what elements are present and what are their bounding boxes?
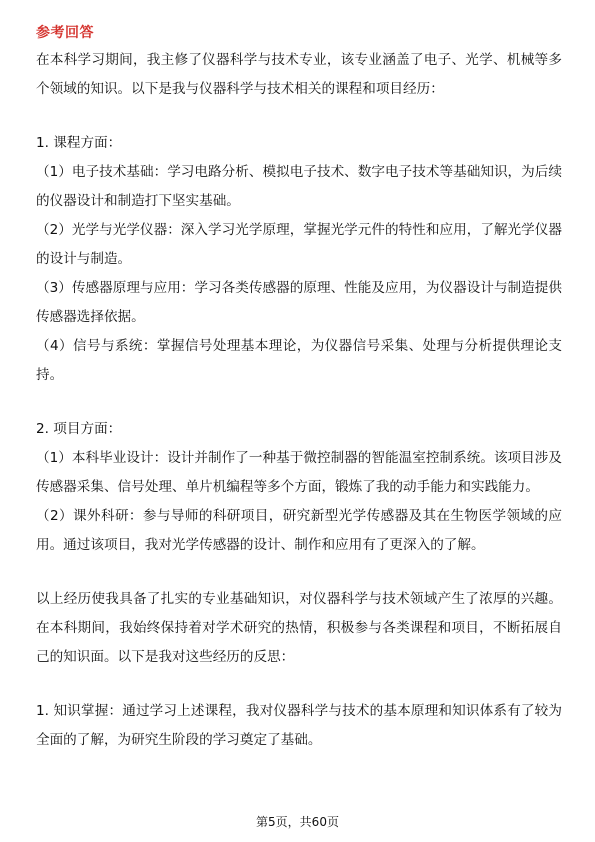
spacer	[36, 390, 562, 415]
answer-heading: 参考回答	[36, 25, 94, 41]
spacer	[36, 560, 562, 585]
courses-title: 1. 课程方面：	[36, 135, 122, 151]
projects-title: 2. 项目方面：	[36, 421, 122, 437]
intro-paragraph: 在本科学习期间，我主修了仪器科学与技术专业，该专业涵盖了电子、光学、机械等多个领域的知识。以下是我与仪器科学与技术相关的课程和项目经历：	[36, 52, 562, 97]
spacer	[36, 672, 562, 697]
summary-paragraph: 以上经历使我具备了扎实的专业基础知识，对仪器科学与技术领域产生了浓厚的兴趣。在本科期间，我始终保持着对学术研究的热情，积极参与各类课程和项目，不断拓展自己的知识面。以下是我对这些经历的反思：	[36, 591, 562, 665]
course-item: （1）电子技术基础：学习电路分析、模拟电子技术、数字电子技术等基础知识，为后续的仪器设计和制造打下坚实基础。	[36, 164, 562, 209]
reflection-item: 1. 知识掌握：通过学习上述课程，我对仪器科学与技术的基本原理和知识体系有了较为全面的了解，为研究生阶段的学习奠定了基础。	[36, 703, 562, 748]
course-item: （3）传感器原理与应用：学习各类传感器的原理、性能及应用，为仪器设计与制造提供传感器选择依据。	[36, 280, 562, 325]
spacer	[36, 104, 562, 129]
course-item: （2）光学与光学仪器：深入学习光学原理，掌握光学元件的特性和应用，了解光学仪器的设计与制造。	[36, 222, 562, 267]
answer-body	[36, 46, 562, 755]
project-item: （2）课外科研：参与导师的科研项目，研究新型光学传感器及其在生物医学领域的应用。通过该项目，我对光学传感器的设计、制作和应用有了更深入的了解。	[36, 508, 562, 553]
project-item: （1）本科毕业设计：设计并制作了一种基于微控制器的智能温室控制系统。该项目涉及传感器采集、信号处理、单片机编程等多个方面，锻炼了我的动手能力和实践能力。	[36, 450, 562, 495]
page-number: 第5页，共60页	[256, 815, 339, 829]
course-item: （4）信号与系统：掌握信号处理基本理论，为仪器信号采集、处理与分析提供理论支持。	[36, 338, 562, 383]
